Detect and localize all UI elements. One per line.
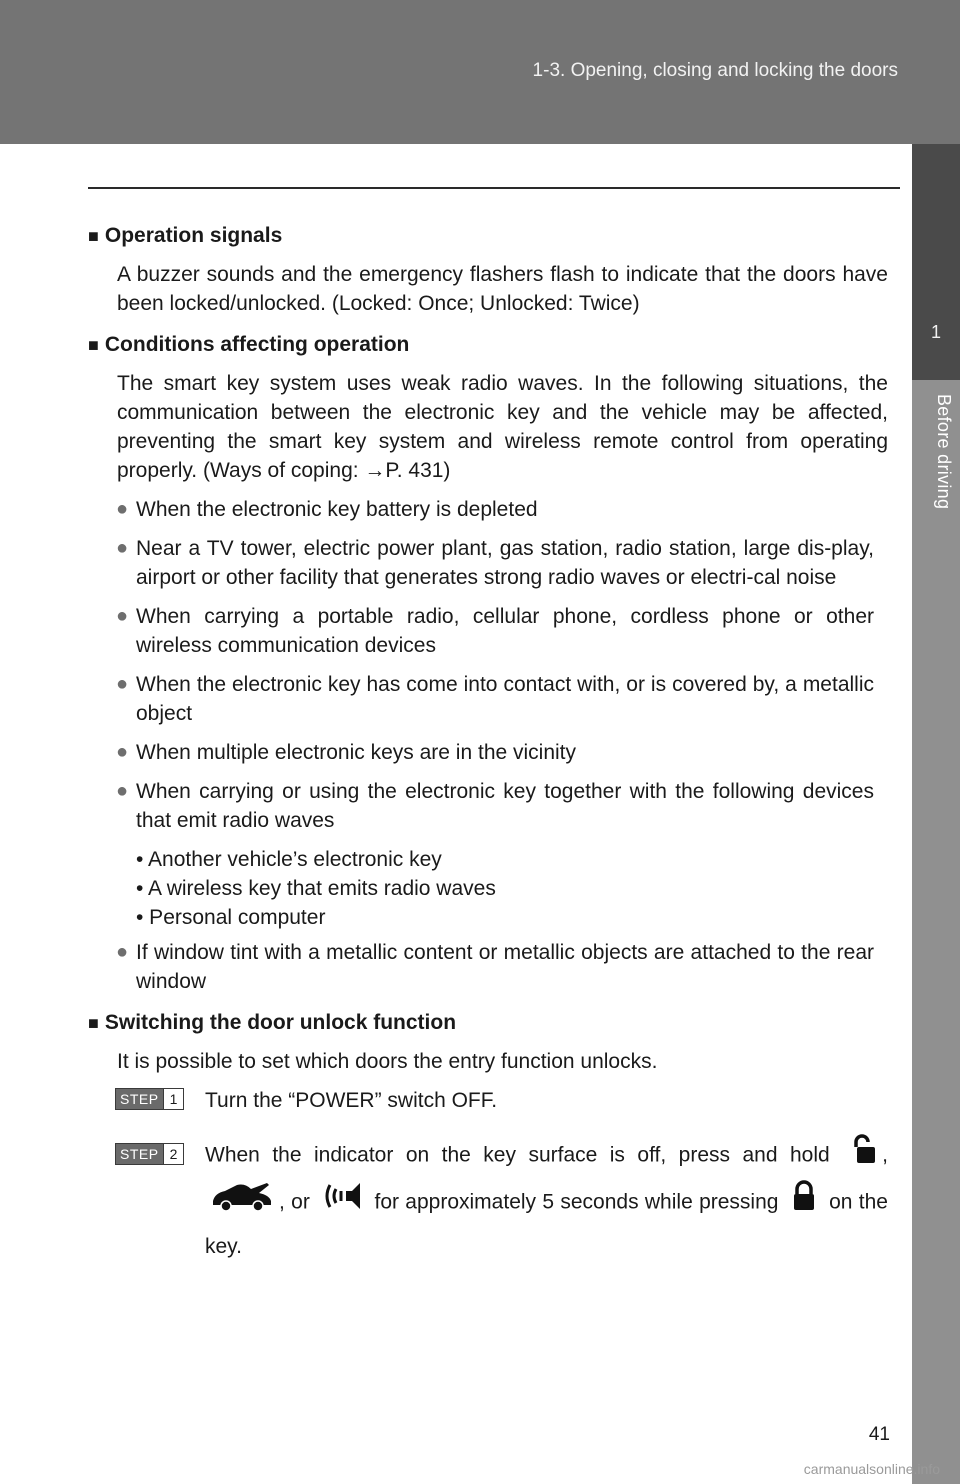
bullet-icon: ● [116, 605, 129, 627]
chapter-number: 1 [930, 322, 941, 342]
step-2: STEP 2 When the indicator on the key surface is off, press and hold , , or for approximately 5 seconds while pressing on the key. [205, 1133, 888, 1267]
bullet-icon: ● [116, 537, 129, 559]
bullet-icon: ● [116, 780, 129, 802]
sub-list-item: • Another vehicle’s electronic key [136, 848, 442, 871]
paragraph-switching: It is possible to set which doors the entry function unlocks. [117, 1050, 658, 1073]
unlock-icon [848, 1133, 876, 1179]
heading-operation-signals: ■ Operation signals [88, 224, 283, 247]
sub-list-item: • A wireless key that emits radio waves [136, 877, 496, 900]
bullet-icon: ● [116, 498, 129, 520]
step-text: Turn the “POWER” switch OFF. [205, 1089, 498, 1112]
paragraph-conditions: The smart key system uses weak radio waves. In the following situations, the communication between the electronic key and the vehicle may be affected, preventing the smart key system and wireless remote control from operating properly. (Ways of coping: →P. 431) [117, 372, 888, 482]
top-rule [88, 187, 900, 189]
watermark: carmanualsonline.info [803, 1461, 940, 1477]
list-item: ● When carrying or using the electronic key together with the following devices that emit radio waves [136, 777, 888, 835]
list-item: ● Near a TV tower, electric power plant, gas station, radio station, large dis-play, airport or other facility that generates strong radio waves or electri-cal noise [136, 534, 888, 592]
heading-conditions: ■ Conditions affecting operation [88, 333, 410, 356]
chapter-tab-strip [912, 380, 960, 1484]
heading-switching: ■ Switching the door unlock function [88, 1011, 457, 1034]
header-band [0, 0, 960, 144]
list-item: ● When carrying a portable radio, cellular phone, cordless phone or other wireless communication devices [136, 602, 888, 660]
list-item: ● When the electronic key has come into contact with, or is covered by, a metallic object [136, 670, 888, 728]
panic-icon [322, 1179, 362, 1227]
page-content [88, 212, 888, 1267]
bullet-icon: ● [116, 673, 129, 695]
header-title: 1-3. Opening, closing and locking the doors [532, 60, 898, 81]
heading-marker-icon: ■ [88, 226, 99, 246]
page-number: 41 [868, 1424, 890, 1445]
list-item: ● When multiple electronic keys are in the vicinity [136, 738, 888, 767]
step-1 [120, 1086, 888, 1115]
chapter-tab [912, 144, 960, 380]
trunk-icon [211, 1179, 273, 1227]
chapter-label: Before driving [934, 394, 954, 510]
paragraph-operation-signals: A buzzer sounds and the emergency flashers flash to indicate that the doors have been locked/unlocked. (Locked: Once; Unlocked: Twice) [117, 263, 888, 315]
lock-icon [791, 1180, 817, 1226]
bullet-icon: ● [116, 941, 129, 963]
sub-list-item: • Personal computer [136, 906, 326, 929]
bullet-icon: ● [116, 741, 129, 763]
heading-marker-icon: ■ [88, 1013, 99, 1033]
list-item: ● If window tint with a metallic content or metallic objects are attached to the rear window [136, 938, 888, 996]
step-badge: STEP 1 [115, 1088, 184, 1110]
sub-list [136, 845, 888, 932]
step-badge: STEP 2 [115, 1143, 184, 1165]
list-item: ● When the electronic key battery is depleted [136, 495, 888, 524]
heading-marker-icon: ■ [88, 335, 99, 355]
